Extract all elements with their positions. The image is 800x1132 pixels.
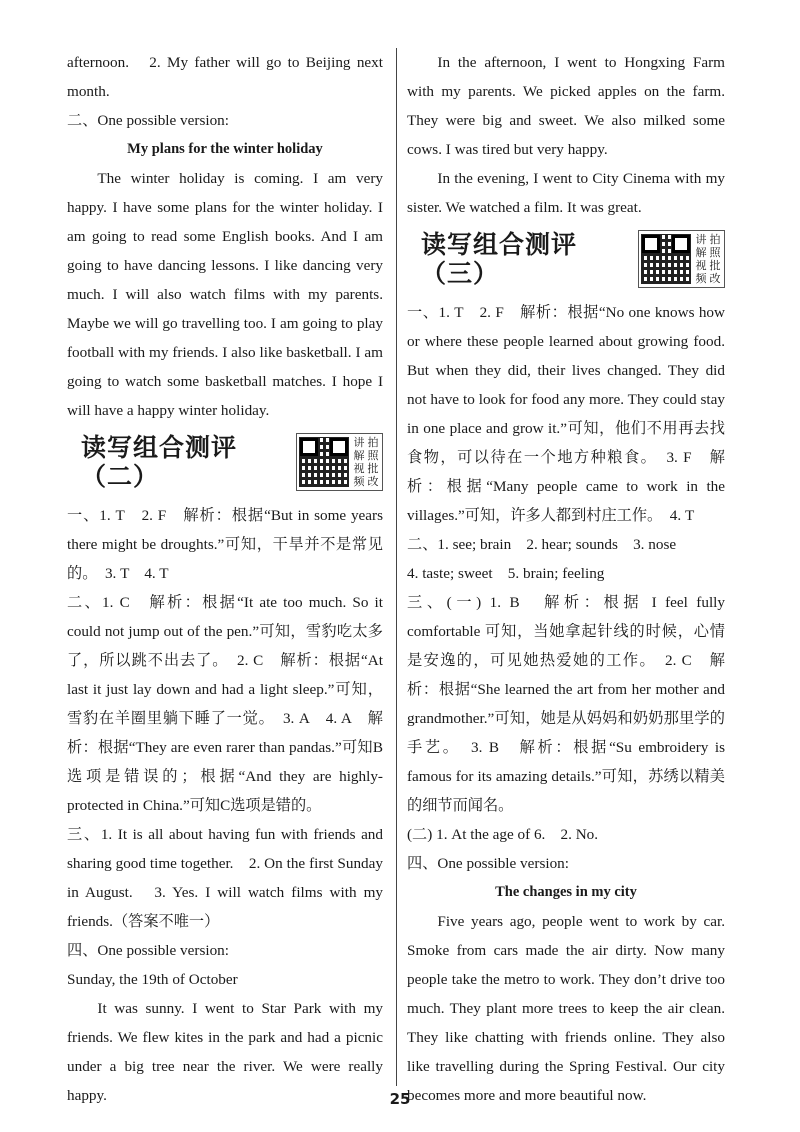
answer-line: 三、(一) 1. B 解析：根据 I feel fully comfortable 可知，当她拿起针线的时候，心情是安逸的，可见她热爱她的工作。 2. C 解析：根据“She learned the art from her mother and grandmother.”可知，她是从妈妈和奶奶那里学的手艺。 3. B 解析：根据“Su embroidery is famous for its amazing details.”可知，苏绣以精美的细节而闻名。 — [407, 594, 725, 814]
answer-line: 二、1. C 解析：根据“It ate too much. So it could not jump out of the pen.”可知，雪豹吃太多了，所以跳不出去了。 2. C 解析：根据“At last it just lay down and had a light sleep.”可知，雪豹在羊圈里躺下睡了一觉。 3. A 4. A 解析：根据“They are even rarer than pandas.”可知B选项是错误的；根据“And they are highly-protected in China.”可知C选项是错的。 — [67, 594, 383, 814]
essay-title: My plans for the winter holiday — [127, 141, 323, 157]
essay-body: Five years ago, people went to work by car. Smoke from cars made the air dirty. Now many people take the metro to work. They don’t drive too much. They plant more trees to keep the air clean. They like chatting with friends online. They also like travelling during the Spring Festival. Our city becomes more and more beautiful now. — [407, 913, 725, 1104]
column-divider — [396, 48, 397, 1086]
essay-title: The changes in my city — [495, 884, 637, 900]
answer-line: 一、1. T 2. F 解析：根据“But in some years there might be droughts.”可知，干旱并不是常见的。 3. T 4. T — [67, 507, 383, 582]
answer-line: 二、One possible version: — [67, 112, 229, 129]
diary-paragraph: In the evening, I went to City Cinema with my sister. We watched a film. It was great. — [407, 170, 725, 216]
qr-label: 讲 拍 解 照 视 批 频 改 — [353, 436, 379, 488]
qr-code-icon[interactable] — [299, 437, 349, 487]
answer-line: 四、One possible version: — [67, 942, 229, 959]
qr-label: 讲 拍 解 照 视 批 频 改 — [695, 233, 721, 285]
section-title: 读写组合测评（二） — [81, 433, 238, 491]
qr-code-icon[interactable] — [641, 234, 691, 284]
answer-line: 4. taste; sweet 5. brain; feeling — [407, 565, 605, 582]
section-title: 读写组合测评（三） — [421, 230, 578, 288]
right-column — [407, 48, 725, 1110]
diary-paragraph: It was sunny. I went to Star Park with my friends. We flew kites in the park and had a picnic under a big tree near the river. We were really happy. — [67, 1000, 383, 1104]
qr-badge[interactable] — [638, 230, 725, 288]
qr-badge[interactable] — [296, 433, 383, 491]
diary-date: Sunday, the 19th of October — [67, 971, 238, 988]
answer-line: 二、1. see; brain 2. hear; sounds 3. nose — [407, 536, 677, 553]
left-column — [67, 48, 383, 1110]
answer-line: 一、1. T 2. F 解析：根据“No one knows how or where these people learned about growing food. But when they did, their lives changed. They did not have to look for food any more. They could stay in one place and grow it.”可知，他们不用再去找食物，可以待在一个地方种粮食。 3. F 解析：根据“Many people came to work in the villages.”可知，许多人都到村庄工作。 4. T — [407, 304, 725, 524]
diary-paragraph: In the afternoon, I went to Hongxing Farm with my parents. We picked apples on the farm. They were big and sweet. We also milked some cows. I was tired but very happy. — [407, 54, 725, 158]
page-number: 25 — [389, 1090, 411, 1108]
answer-line: (二) 1. At the age of 6. 2. No. — [407, 826, 599, 843]
section-header — [67, 427, 383, 497]
answer-line: afternoon. 2. My father will go to Beijing next month. — [67, 54, 383, 100]
answer-line: 三、1. It is all about having fun with friends and sharing good time together. 2. On the first Sunday in August. 3. Yes. I will watch films with my friends.（答案不唯一） — [67, 826, 383, 930]
answer-line: 四、One possible version: — [407, 855, 569, 872]
section-header — [407, 224, 725, 294]
essay-body: The winter holiday is coming. I am very happy. I have some plans for the winter holiday. I am going to read some English books. And I am going to have dancing lessons. I like dancing very much. I will also watch films with my parents. Maybe we will go travelling too. I am going to play football with my friends. I also like basketball. I am going to watch some basketball matches. I hope I will have a happy winter holiday. — [67, 170, 383, 419]
